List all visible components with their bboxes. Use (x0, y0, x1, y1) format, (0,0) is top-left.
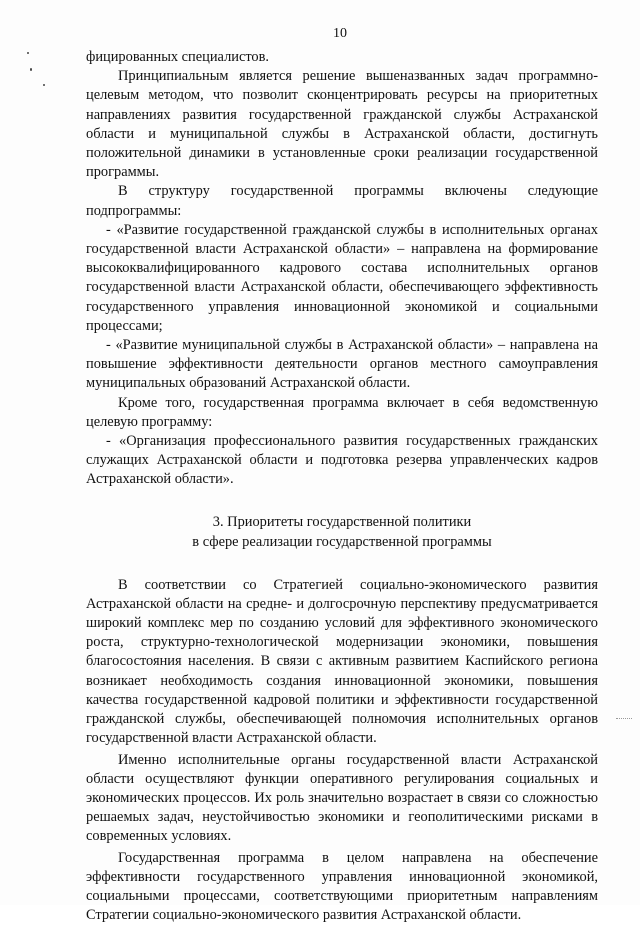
paragraph: Государственная программа в целом направлена на обеспечение эффективности государственного управления инновационной экономикой, социальными процессами, соответствующими приоритетным направлениям Стратегии социально-экономического развития Астраханской области. (86, 849, 598, 924)
paragraph: Кроме того, государственная программа включает в себя ведомственную целевую программу: (86, 394, 598, 430)
scan-edge-mark (616, 718, 632, 720)
paragraph: Принципиальным является решение вышеназванных задач программно-целевым методом, что позволит сконцентрировать ресурсы на приоритетных направлениях развития государственной гражданской службы Астраханской области и муниципальной службы в Астраханской области, достигнуть положительной динамики в установленные сроки реализации государственной программы. (86, 68, 598, 181)
page-number: 10 (333, 26, 347, 41)
paragraph: В соответствии со Стратегией социально-экономического развития Астраханской области на средне- и долгосрочную перспективу предусматривается широкий комплекс мер по созданию условий для эффективного экономического роста, структурно-технологической модернизации экономики, повышения благосостояния населения. В связи с активным развитием Каспийского региона возникает необходимость создания инновационной экономики, повышения качества государственной кадровой политики и эффективности государственной гражданской службы, обеспечивающей полномочия исполнительных органов государственной власти Астраханской области. (86, 576, 598, 747)
paragraph: Именно исполнительные органы государственной власти Астраханской области осуществляют функции оперативного регулирования социальных и экономических процессов. Их роль значительно возрастает в связи со сложностью решаемых задач, неустойчивостью экономики и геополитическими рисками в современных условиях. (86, 751, 598, 845)
list-item: - «Развитие муниципальной службы в Астраханской области» – направлена на повышение эффективности деятельности органов местного самоуправления муниципальных образований Астраханской области. (86, 337, 598, 392)
scan-speck (27, 52, 29, 54)
list-item: - «Развитие государственной гражданской службы в исполнительных органах государственной власти Астраханской области» – направлена на формирование высококвалифицированного кадрового состава исполнительных органов государственной власти Астраханской области, обеспечивающего эффективность государственного управления инновационной экономикой и социальными процессами; (86, 221, 598, 334)
section-heading (86, 512, 598, 552)
list-item: - «Организация профессионального развития государственных гражданских служащих Астраханской области и подготовка резерва управленческих кадров Астраханской области». (86, 433, 598, 488)
paragraph: фицированных специалистов. (86, 49, 270, 65)
scan-speck (30, 68, 32, 71)
document-body (86, 48, 598, 925)
paragraph: В структуру государственной программы включены следующие подпрограммы: (86, 183, 598, 219)
section-heading-line: 3. Приоритеты государственной политики (212, 513, 472, 530)
scan-speck (43, 84, 45, 86)
section-heading-line: в сфере реализации государственной программы (192, 533, 492, 550)
